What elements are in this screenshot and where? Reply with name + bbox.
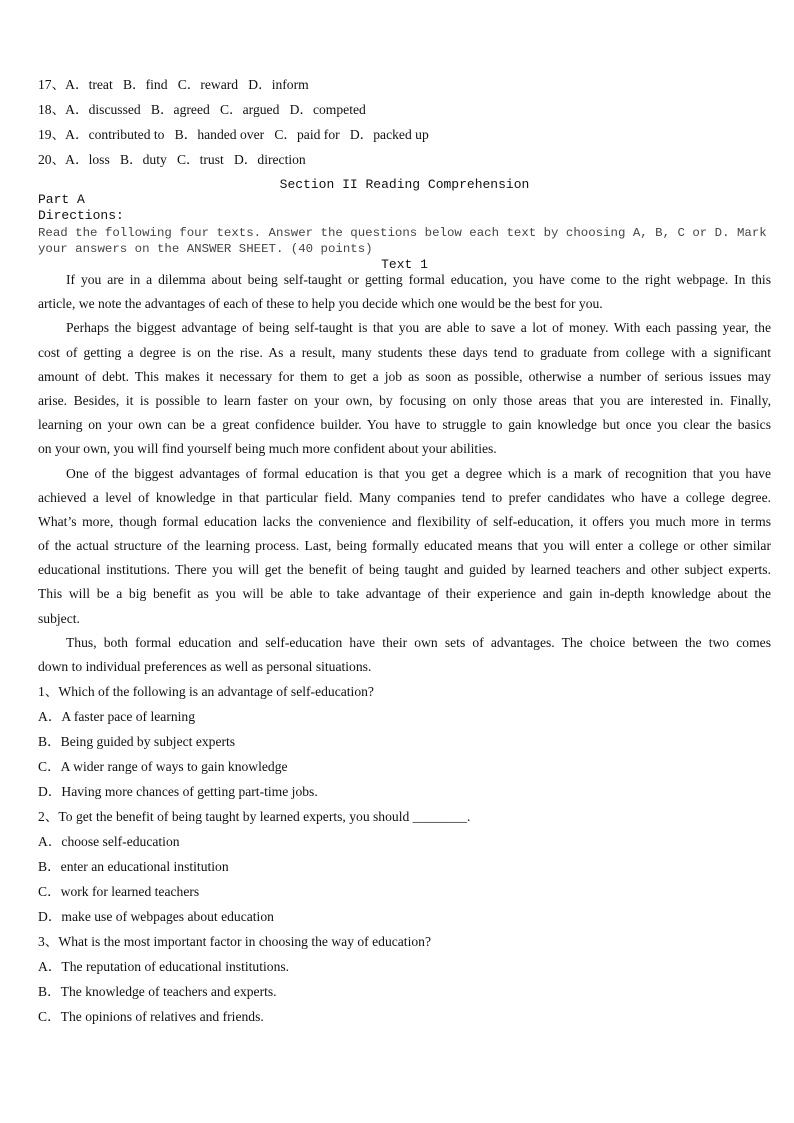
text-title: Text 1 (381, 257, 428, 272)
option-line: 17、A．treat B．find C．reward D．inform (38, 77, 309, 92)
answer-option: D．Having more chances of getting part-time jobs. (38, 784, 318, 799)
directions-label: Directions: (38, 208, 124, 223)
paragraph-line: This will be a big benefit as you will be able to take advantage of their experience and gain in-depth knowledge about the (38, 586, 771, 602)
paragraph-line: Thus, both formal education and self-education have their own sets of advantages. The choice between the two comes (66, 634, 771, 650)
answer-option: A．The reputation of educational institutions. (38, 959, 290, 974)
paragraph-line: arise. Besides, it is possible to learn faster on your own, by focusing on only those areas that you are interested in. Finally, (38, 392, 771, 408)
questions (38, 679, 771, 1029)
answer-option: B．Being guided by subject experts (38, 734, 236, 749)
question-stem: 2、To get the benefit of being taught by learned experts, you should ________. (38, 809, 471, 824)
paragraph-line: article, we note the advantages of each of these to help you decide which one would be the best for you. (38, 296, 603, 312)
option-line: 20、A．loss B．duty C．trust D．direction (38, 152, 306, 167)
answer-option: C．The opinions of relatives and friends. (38, 1009, 264, 1024)
paragraph-line: Perhaps the biggest advantage of being self-taught is that you are able to save a lot of money. With each passing year, the (66, 320, 771, 336)
paragraph-line: learning on your own can be a great confidence builder. You have to struggle to gain knowledge but once you clear the basics (38, 417, 771, 433)
paragraph-line: If you are in a dilemma about being self-taught or getting formal education, you have come to the right webpage. In this (66, 272, 771, 287)
question-stem: 1、Which of the following is an advantage of self-education? (38, 684, 374, 699)
answer-option: B．The knowledge of teachers and experts. (38, 984, 277, 999)
part-label: Part A (38, 192, 85, 207)
cloze-options (38, 72, 771, 172)
directions-text (38, 225, 771, 257)
answer-option: D．make use of webpages about education (38, 909, 274, 924)
option-line: 18、A．discussed B．agreed C．argued D．competed (38, 102, 366, 117)
paragraph-line: What’s more, though formal education lacks the convenience and flexibility of self-education, it offers you much more in terms (38, 513, 771, 529)
passage (38, 268, 771, 679)
answer-option: B．enter an educational institution (38, 859, 229, 874)
answer-option: A．choose self-education (38, 834, 180, 849)
option-line: 19、A．contributed to B．handed over C．paid for D．packed up (38, 127, 429, 142)
answer-option: C．A wider range of ways to gain knowledge (38, 759, 288, 774)
paragraph-line: of the actual structure of the learning process. Last, being formally educated means that you will enter a college or other similar (38, 538, 771, 554)
paragraph-line: cost of getting a degree is on the rise. As a result, many students these days tend to graduate from college with a significant (38, 344, 771, 360)
paragraph-line: subject. (38, 610, 80, 626)
paragraph-line: amount of debt. This makes it necessary for them to get a job as soon as possible, otherwise a number of serious issues may (38, 368, 771, 384)
paragraph-line: on your own, you will find yourself being much more confident about your abilities. (38, 441, 497, 457)
question-stem: 3、What is the most important factor in choosing the way of education? (38, 934, 431, 949)
directions-line: your answers on the ANSWER SHEET. (40 points) (38, 242, 373, 256)
paragraph-line: down to individual preferences as well as personal situations. (38, 659, 372, 674)
answer-option: C．work for learned teachers (38, 884, 200, 899)
directions-line: Read the following four texts. Answer the questions below each text by choosing A, B, C or D. Mark (38, 226, 767, 240)
paragraph-line: One of the biggest advantages of formal education is that you get a degree which is a mark of recognition that you have (66, 465, 771, 481)
section-title: Section II Reading Comprehension (279, 177, 530, 192)
paragraph-line: educational institutions. There you will get the benefit of being taught and guided by learned teachers and other subject experts. (38, 562, 771, 578)
paragraph-line: achieved a level of knowledge in that particular field. Many companies tend to prefer candidates who have a college degree. (38, 489, 771, 505)
answer-option: A．A faster pace of learning (38, 709, 196, 724)
